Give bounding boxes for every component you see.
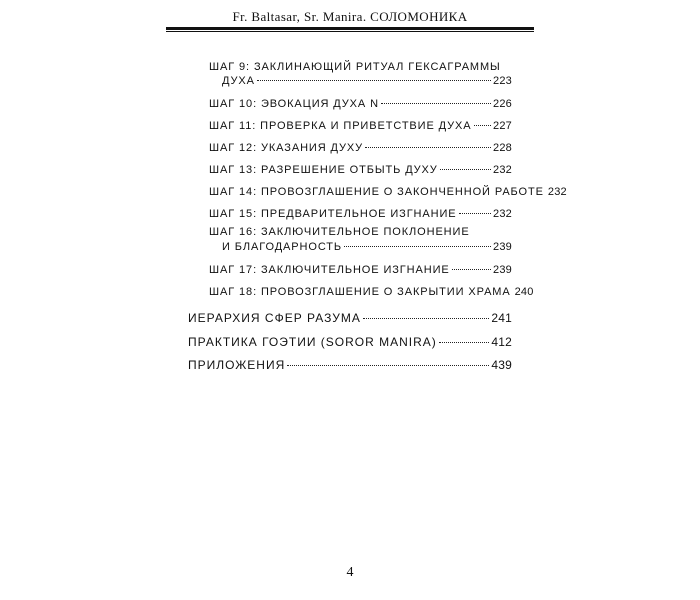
toc-entry — [209, 97, 512, 111]
toc-entry-label: ШАГ 12: УКАЗАНИЯ ДУХУ — [209, 142, 364, 154]
toc-page-number: 226 — [493, 98, 512, 110]
page-number: 4 — [346, 565, 354, 580]
toc-entry — [222, 240, 512, 254]
toc-entry-line1: ШАГ 16: ЗАКЛЮЧИТЕЛЬНОЕ ПОКЛОНЕНИЕ — [209, 226, 470, 238]
toc-entry-label: И БЛАГОДАРНОСТЬ — [222, 241, 343, 253]
toc-page-number: 232 — [493, 164, 512, 176]
dot-leader — [287, 365, 489, 366]
dot-leader — [363, 318, 490, 319]
toc-entry-label: ШАГ 10: ЭВОКАЦИЯ ДУХА N — [209, 98, 379, 110]
toc-page-number: 228 — [493, 142, 512, 154]
toc-page-number: 241 — [491, 311, 512, 325]
toc-entry — [188, 335, 512, 349]
toc-page-number: 223 — [493, 75, 512, 87]
toc-entry-label: ШАГ 13: РАЗРЕШЕНИЕ ОТБЫТЬ ДУХУ — [209, 164, 438, 176]
dot-leader — [459, 213, 492, 214]
toc-entry-label: ШАГ 14: ПРОВОЗГЛАШЕНИЕ О ЗАКОНЧЕННОЙ РАБОТЕ — [209, 186, 544, 198]
toc-page-number: 232 — [547, 186, 567, 198]
dot-leader — [381, 103, 491, 104]
toc-entry-label: ШАГ 17: ЗАКЛЮЧИТЕЛЬНОЕ ИЗГНАНИЕ — [209, 264, 450, 276]
toc-page-number: 412 — [491, 335, 512, 349]
toc-entry — [209, 285, 534, 299]
toc-entry — [222, 74, 512, 88]
dot-leader — [344, 246, 491, 247]
toc-entry — [209, 141, 512, 155]
toc-entry-line1: ШАГ 9: ЗАКЛИНАЮЩИЙ РИТУАЛ ГЕКСАГРАММЫ — [209, 61, 501, 73]
dot-leader — [257, 80, 491, 81]
dot-leader — [365, 147, 491, 148]
toc-entry-label: ПРАКТИКА ГОЭТИИ (SOROR MANIRA) — [188, 335, 437, 349]
toc-entry — [209, 119, 512, 133]
toc-entry-label: ПРИЛОЖЕНИЯ — [188, 358, 286, 372]
toc-entry-label: ШАГ 11: ПРОВЕРКА И ПРИВЕТСТВИЕ ДУХА — [209, 120, 472, 132]
toc-entry-label: ШАГ 18: ПРОВОЗГЛАШЕНИЕ О ЗАКРЫТИИ ХРАМА — [209, 286, 511, 298]
dot-leader — [440, 169, 491, 170]
toc-entry-label: ШАГ 15: ПРЕДВАРИТЕЛЬНОЕ ИЗГНАНИЕ — [209, 208, 457, 220]
toc-entry-label: ДУХА — [222, 75, 255, 87]
toc-page-number: 240 — [514, 286, 534, 298]
toc-page-number: 439 — [491, 358, 512, 372]
toc-entry — [209, 207, 512, 221]
dot-leader — [439, 342, 490, 343]
dot-leader — [452, 269, 491, 270]
toc-entry — [209, 185, 567, 199]
toc-page-number: 239 — [493, 264, 512, 276]
toc-entry-label: ИЕРАРХИЯ СФЕР РАЗУМА — [188, 311, 361, 325]
toc-page-number: 232 — [493, 208, 512, 220]
dot-leader — [474, 125, 492, 126]
toc-page-number: 227 — [493, 120, 512, 132]
toc-entry — [209, 163, 512, 177]
toc-entry — [209, 263, 512, 277]
running-header: Fr. Baltasar, Sr. Manira. СОЛОМОНИКА — [232, 9, 468, 24]
toc-page-number: 239 — [493, 241, 512, 253]
toc-entry — [188, 311, 512, 325]
toc-entry — [188, 358, 512, 372]
